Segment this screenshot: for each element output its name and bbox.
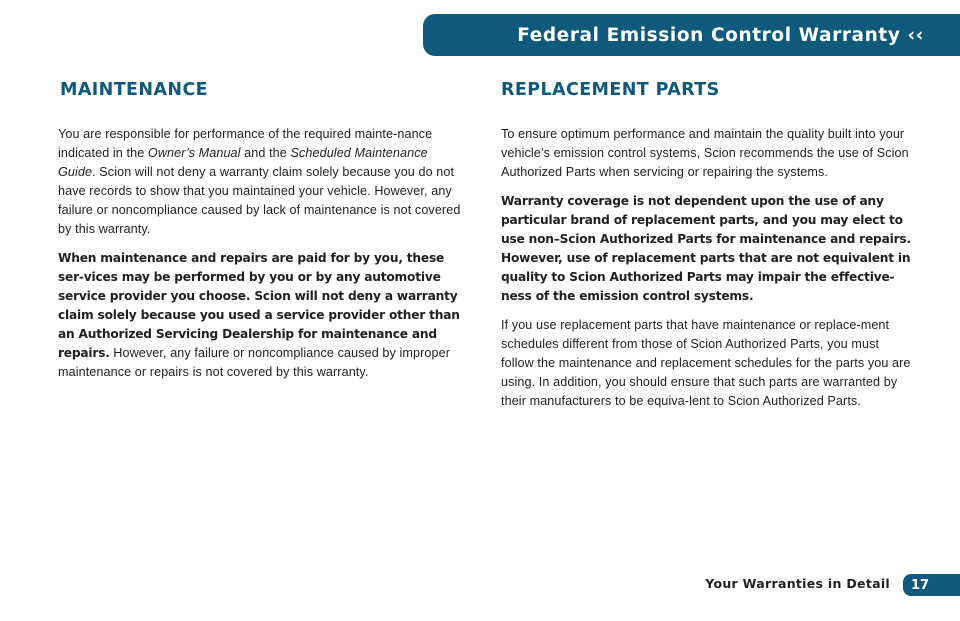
replacement-paragraph-1: To ensure optimum performance and maintain the quality built into your vehicle’s emission control systems, Scion recommends the use of Scion Authorized Parts when servicing or repairing the systems.	[501, 127, 909, 179]
maintenance-p2-rest: However, any failure or noncompliance caused by improper maintenance or repairs is not covered by this warranty.	[58, 346, 451, 379]
page-number: 17	[903, 574, 960, 596]
maintenance-section	[58, 80, 468, 392]
maintenance-paragraph-1	[58, 125, 468, 239]
header-bar	[423, 14, 960, 56]
maintenance-heading: MAINTENANCE	[60, 80, 209, 100]
replacement-parts-heading: REPLACEMENT PARTS	[501, 80, 720, 100]
replacement-paragraph-3: If you use replacement parts that have maintenance or replace-ment schedules different from those of Scion Authorized Parts, you must follow the maintenance and replacement schedules for the parts you are using. In addition, you should ensure that such parts are warranted by their manufacturers to be equiva-lent to Scion Authorized Parts.	[501, 318, 911, 408]
maintenance-guide-title: Scheduled Maintenance Guide	[58, 146, 428, 179]
maintenance-paragraph-2	[58, 249, 468, 382]
owners-manual-title: Owner’s Manual	[147, 146, 241, 160]
maintenance-p1-text-b: and the	[240, 146, 291, 160]
replacement-paragraph-2: Warranty coverage is not dependent upon the use of any particular brand of replacement parts, and you may elect to use non–Scion Authorized Parts for maintenance and repairs. However, use of replacement parts that are not equivalent in quality to Scion Authorized Parts may impair the effective-ness of the emission control systems.	[501, 194, 911, 303]
maintenance-p2-bold: When maintenance and repairs are paid for by you, these ser-vices may be performed by you or by any automotive service provider you choose. Scion will not deny a warranty claim solely because you used a service provider other than an Authorized Servicing Dealership for maintenance and repairs.	[58, 251, 460, 360]
footer-section-label: Your Warranties in Detail	[705, 576, 890, 591]
page-title: Federal Emission Control Warranty ‹‹	[517, 24, 924, 46]
maintenance-p1-text-c: . Scion will not deny a warranty claim solely because you do not have records to show that you maintained your vehicle. However, any failure or noncompliance caused by lack of maintenance is not covered by this warranty.	[58, 165, 461, 236]
replacement-parts-section	[501, 80, 911, 421]
maintenance-p1-text-a: You are responsible for performance of the required mainte-nance indicated in the	[58, 127, 433, 160]
